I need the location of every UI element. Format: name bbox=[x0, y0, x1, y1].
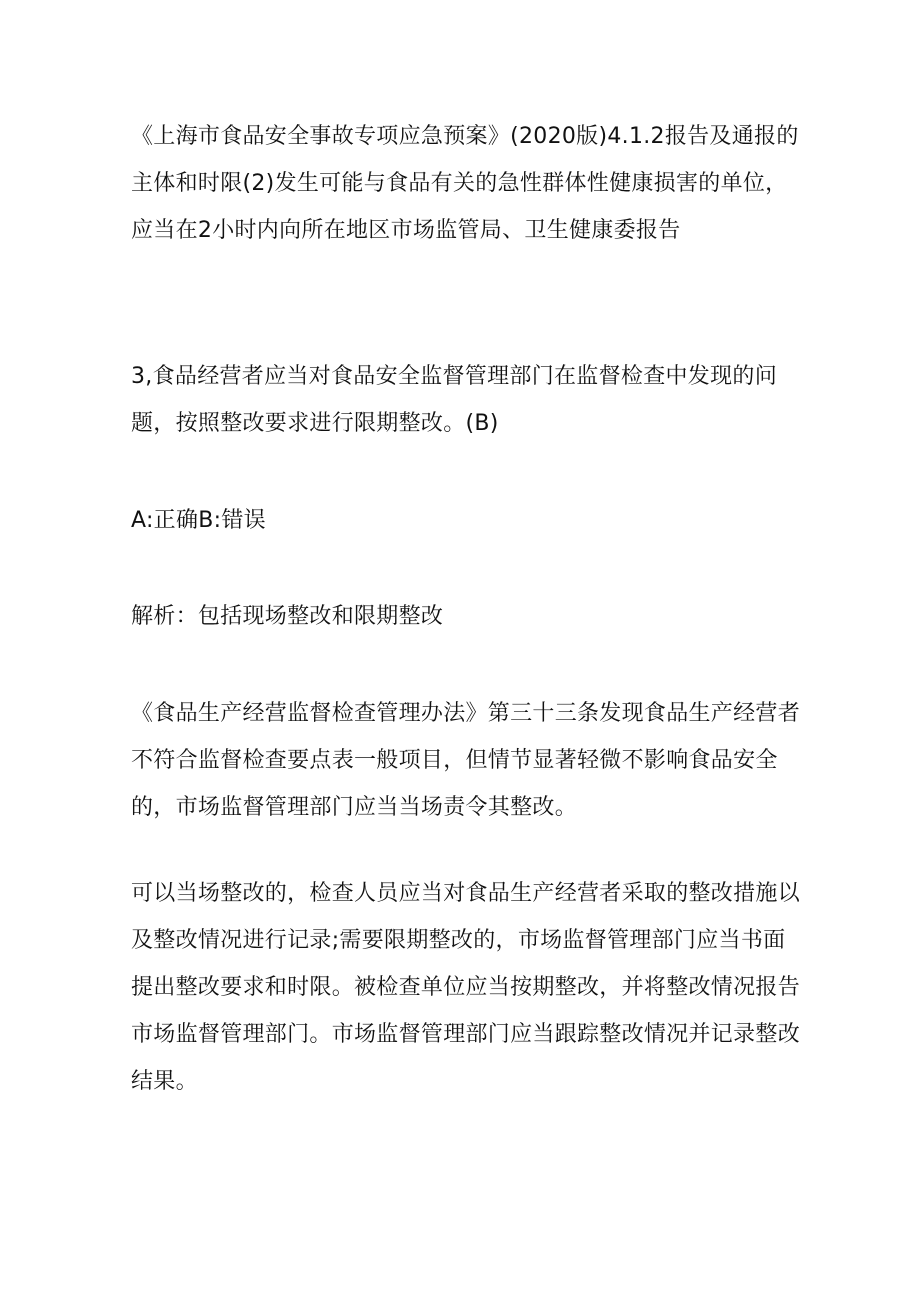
paragraph-analysis: 解析：包括现场整改和限期整改 bbox=[131, 604, 444, 629]
paragraph-answer-options: A:正确B:错误 bbox=[131, 508, 266, 533]
paragraph-question-3: 3,食品经营者应当对食品安全监督管理部门在监督检查中发现的问题，按照整改要求进行限期整改。(B) bbox=[131, 364, 777, 436]
paragraph-emergency-plan: 《上海市食品安全事故专项应急预案》(2020版)4.1.2报告及通报的主体和时限(2)发生可能与食品有关的急性群体性健康损害的单位，应当在2小时内向所在地区市场监管局、卫生健康委报告 bbox=[131, 124, 799, 243]
paragraph-rectification-record: 可以当场整改的，检查人员应当对食品生产经营者采取的整改措施以及整改情况进行记录;需要限期整改的，市场监督管理部门应当书面提出整改要求和时限。被检查单位应当按期整改，并将整改情况报告市场监督管理部门。市场监督管理部门应当跟踪整改情况并记录整改结果。 bbox=[131, 881, 801, 1094]
paragraph-article-33: 《食品生产经营监督检查管理办法》第三十三条发现食品生产经营者不符合监督检查要点表一般项目，但情节显著轻微不影响食品安全的，市场监督管理部门应当当场责令其整改。 bbox=[131, 701, 801, 820]
